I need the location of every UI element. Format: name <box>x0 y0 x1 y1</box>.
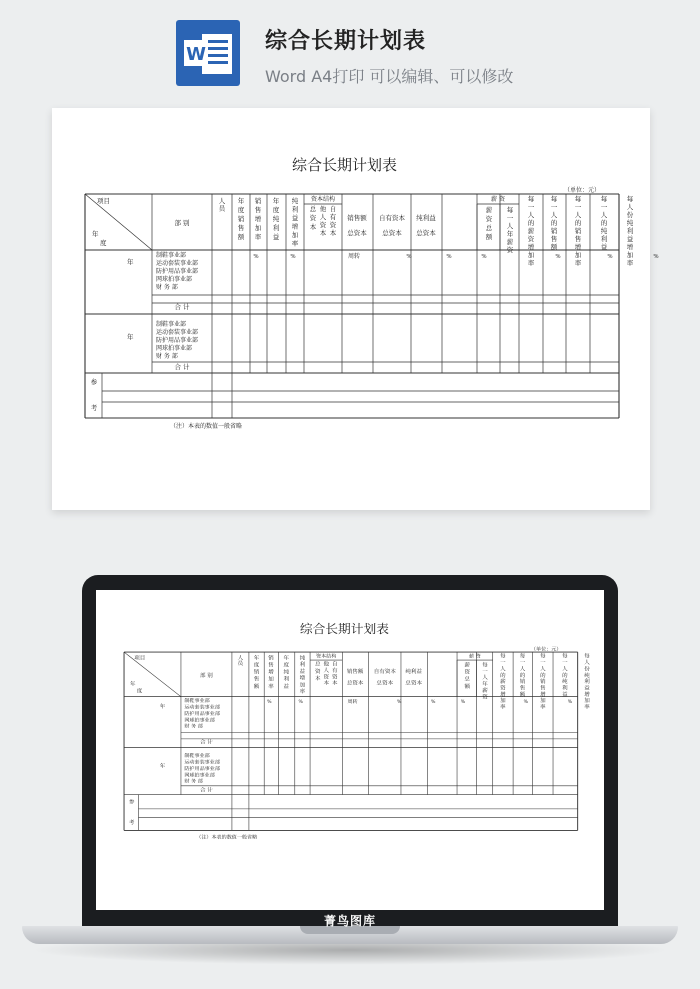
mini-head-sales-growth: 销售增加率 <box>268 655 274 690</box>
mini-doc-note: （注）本表的数值一般省略 <box>196 834 258 841</box>
percent-mark: % <box>653 254 659 260</box>
head-sales-ratio-base: 总资本 <box>347 229 367 237</box>
mini-head-salary-total: 薪资总额 <box>464 662 470 690</box>
head-sales-growth: 销售增加率 <box>254 197 262 241</box>
head-salary: 薪 资 <box>491 196 505 203</box>
year-label-1: 年 <box>127 258 134 266</box>
percent-mark: % <box>253 254 259 260</box>
total-label-1: 合 计 <box>174 303 190 311</box>
percent-mark: % <box>406 254 412 260</box>
mini-head-per-profit: 每一人的纯利益 <box>562 653 568 698</box>
head-own-ratio-base: 总资本 <box>382 229 402 237</box>
mini-head-own-ratio-base: 总资本 <box>376 680 394 687</box>
dept-name: 运动套装事业部 <box>156 260 199 267</box>
mini-year-label-1: 年 <box>159 703 166 710</box>
laptop-brand: 菁鸟图库 <box>323 914 376 928</box>
document-preview <box>52 108 659 510</box>
mini-head-own: 自有资本 <box>331 661 338 687</box>
year-label-2: 年 <box>127 333 134 341</box>
form-table <box>52 108 659 510</box>
mini-head-profit-growth: 纯利益增加率 <box>299 655 306 696</box>
mini-dept-name: 网球拍事业部 <box>184 772 215 779</box>
mini-dept-name: 运动套装事业部 <box>184 759 220 766</box>
mini-percent-mark: % <box>567 700 573 705</box>
mini-turnover-mark: 周转 <box>347 699 358 705</box>
dept-name: 运动套装事业部 <box>156 329 199 336</box>
mini-percent-mark: % <box>460 700 466 705</box>
head-per-sales: 每一人的销售额 <box>550 195 558 251</box>
mini-head-capital-structure: 资本结构 <box>316 653 337 660</box>
mini-head-salary: 薪 资 <box>468 653 481 660</box>
head-year: 度 <box>100 239 107 247</box>
mini-total-label-2: 合 计 <box>200 787 213 794</box>
mini-head-profit-ratio-base: 总资本 <box>405 680 422 687</box>
mini-total-label-1: 合 计 <box>200 739 213 746</box>
mini-percent-mark: % <box>298 700 303 705</box>
head-own: 自有资本 <box>329 205 337 237</box>
doc-title: 综合长期计划表 <box>292 156 398 174</box>
mini-head-headcount: 人员 <box>237 655 244 668</box>
dept-name: 网球拍事业部 <box>156 276 193 283</box>
percent-mark: % <box>481 254 487 260</box>
mini-dept-name: 财 务 部 <box>184 723 203 730</box>
laptop-screen <box>96 590 612 910</box>
mini-head-profit-ratio: 纯利益 <box>405 668 422 675</box>
head-own-ratio: 自有资本 <box>379 214 405 222</box>
mini-percent-mark: % <box>523 700 529 705</box>
head-sales-amount: 年度销售额 <box>237 197 245 241</box>
head-total-capital: 总资本 <box>309 205 317 231</box>
mini-head-year: 年 <box>129 681 136 688</box>
mini-percent-mark: % <box>397 700 402 705</box>
head-year: 年 <box>92 230 99 238</box>
mini-head-project: 项目 <box>134 655 146 662</box>
head-borrowed: 他人资本 <box>319 205 327 237</box>
form-table-small <box>96 590 612 910</box>
mini-head-salary-growth: 每一人的薪资增加率 <box>500 653 506 711</box>
head-capital-structure: 资本结构 <box>310 196 336 203</box>
mini-head-per-profit-growth: 每人份纯利益增加率 <box>584 653 590 711</box>
head-net-profit: 年度纯利益 <box>272 197 280 241</box>
mini-head-salary-avg: 每一人年薪资 <box>482 662 488 701</box>
mini-head-net-profit: 年度纯利益 <box>283 655 290 690</box>
mini-head-per-sales: 每一人的销售额 <box>519 653 526 698</box>
mini-dept-name: 制鞋事业部 <box>184 753 210 760</box>
mini-dept-name: 防护用品事业部 <box>184 711 220 717</box>
head-per-profit: 每一人的纯利益 <box>600 195 608 251</box>
head-per-sales-growth: 每一人的销售增加率 <box>574 195 582 267</box>
ref-label: 考 <box>90 404 98 412</box>
mini-head-per-sales-growth: 每一人的销售增加率 <box>540 653 546 711</box>
mini-year-label-2: 年 <box>159 763 166 770</box>
turnover-mark: 周转 <box>348 253 361 260</box>
mini-ref-label: 参 <box>128 799 135 806</box>
head-profit-ratio: 纯利益 <box>416 214 436 222</box>
doc-unit: （单位：元） <box>564 187 601 194</box>
percent-mark: % <box>446 254 452 260</box>
dept-name: 防护用品事业部 <box>156 268 199 275</box>
percent-mark: % <box>607 254 613 260</box>
mini-percent-mark: % <box>431 700 436 705</box>
head-per-profit-growth: 每人份纯利益增加率 <box>626 195 634 267</box>
mini-head-own-ratio: 自有资本 <box>373 668 396 675</box>
page-subtitle: Word A4打印 可以编辑、可以修改 <box>265 67 514 86</box>
mini-dept-name: 运动套装事业部 <box>184 704 220 711</box>
mini-head-total-capital: 总资本 <box>314 661 321 682</box>
dept-name: 网球拍事业部 <box>156 345 193 352</box>
mini-head-dept: 部 别 <box>200 672 213 679</box>
mini-head-sales-ratio: 销售额 <box>346 668 364 675</box>
total-label-2: 合 计 <box>174 363 190 371</box>
doc-note: （注）本表的数值一般省略 <box>170 423 243 430</box>
dept-name: 制鞋事业部 <box>156 321 187 328</box>
head-headcount: 人员 <box>218 197 226 213</box>
head-salary-growth: 每一人的薪资增加率 <box>527 195 535 267</box>
word-icon-letter: W <box>186 44 206 65</box>
dept-name: 制鞋事业部 <box>156 252 187 259</box>
mini-percent-mark: % <box>606 700 612 705</box>
head-dept: 部 别 <box>174 219 190 227</box>
mini-percent-mark: % <box>267 700 272 705</box>
dept-name: 防护用品事业部 <box>156 337 199 344</box>
page-title: 综合长期计划表 <box>265 29 427 54</box>
mini-head-borrowed: 他人资本 <box>323 661 329 687</box>
percent-mark: % <box>290 254 296 260</box>
dept-name: 财 务 部 <box>156 284 178 291</box>
head-sales-ratio: 销售额 <box>347 214 367 222</box>
head-salary-avg: 每一人年薪资 <box>506 206 514 254</box>
mini-head-sales-ratio-base: 总资本 <box>346 680 364 687</box>
mini-head-year: 度 <box>136 688 143 695</box>
mini-head-sales-amount: 年度销售额 <box>253 655 260 690</box>
mini-dept-name: 网球拍事业部 <box>184 717 215 724</box>
mini-dept-name: 防护用品事业部 <box>184 766 220 772</box>
head-salary-total: 薪资总额 <box>485 206 493 241</box>
mini-doc-title: 综合长期计划表 <box>299 622 389 636</box>
mini-ref-label: 考 <box>128 820 135 826</box>
head-profit-ratio-base: 总资本 <box>416 229 436 237</box>
word-document-icon <box>176 20 240 86</box>
mini-dept-name: 财 务 部 <box>184 778 203 785</box>
head-project: 项目 <box>97 197 110 205</box>
dept-name: 财 务 部 <box>156 353 178 360</box>
mini-header-diagonal <box>124 652 181 697</box>
percent-mark: % <box>555 254 561 260</box>
ref-label: 参 <box>90 378 98 386</box>
mini-doc-unit: （单位：元） <box>530 646 562 653</box>
head-profit-growth: 纯利益增加率 <box>291 197 299 248</box>
mini-dept-name: 制鞋事业部 <box>184 698 210 705</box>
header-diagonal <box>85 194 152 250</box>
